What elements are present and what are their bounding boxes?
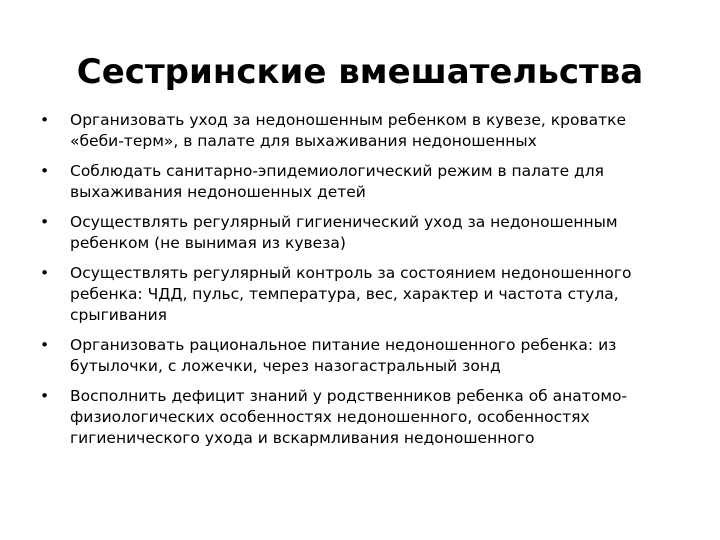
list-item	[40, 386, 680, 449]
bullet-icon: •	[40, 387, 50, 405]
list-item-text: Организовать уход за недоношенным ребенком в кувезе, кроватке «беби-терм», в палате для выхаживания недоношенных	[70, 111, 627, 150]
list-item-text: Осуществлять регулярный гигиенический уход за недоношенным ребенком (не вынимая из кувеза)	[70, 213, 618, 252]
list-item	[40, 263, 680, 326]
list-item-text: Осуществлять регулярный контроль за состоянием недоношенного ребенка: ЧДД, пульс, температура, вес, характер и частота стула, срыгивания	[70, 264, 632, 324]
bullet-list	[40, 110, 680, 458]
slide-title: Сестринские вмешательства	[76, 52, 644, 92]
list-item-text: Организовать рациональное питание недоношенного ребенка: из бутылочки, с ложечки, через назогастральный зонд	[70, 336, 617, 375]
bullet-icon: •	[40, 336, 50, 354]
bullet-icon: •	[40, 213, 50, 231]
bullet-icon: •	[40, 111, 50, 129]
list-item-text: Соблюдать санитарно-эпидемиологический режим в палате для выхаживания недоношенных детей	[70, 162, 604, 201]
list-item	[40, 335, 680, 377]
bullet-icon: •	[40, 264, 50, 282]
list-item	[40, 161, 680, 203]
bullet-icon: •	[40, 162, 50, 180]
list-item	[40, 212, 680, 254]
list-item-text: Восполнить дефицит знаний у родственников ребенка об анатомо-физиологических особенностях недоношенного, особенностях гигиенического ухода и вскармливания недоношенного	[70, 387, 628, 447]
list-item	[40, 110, 680, 152]
